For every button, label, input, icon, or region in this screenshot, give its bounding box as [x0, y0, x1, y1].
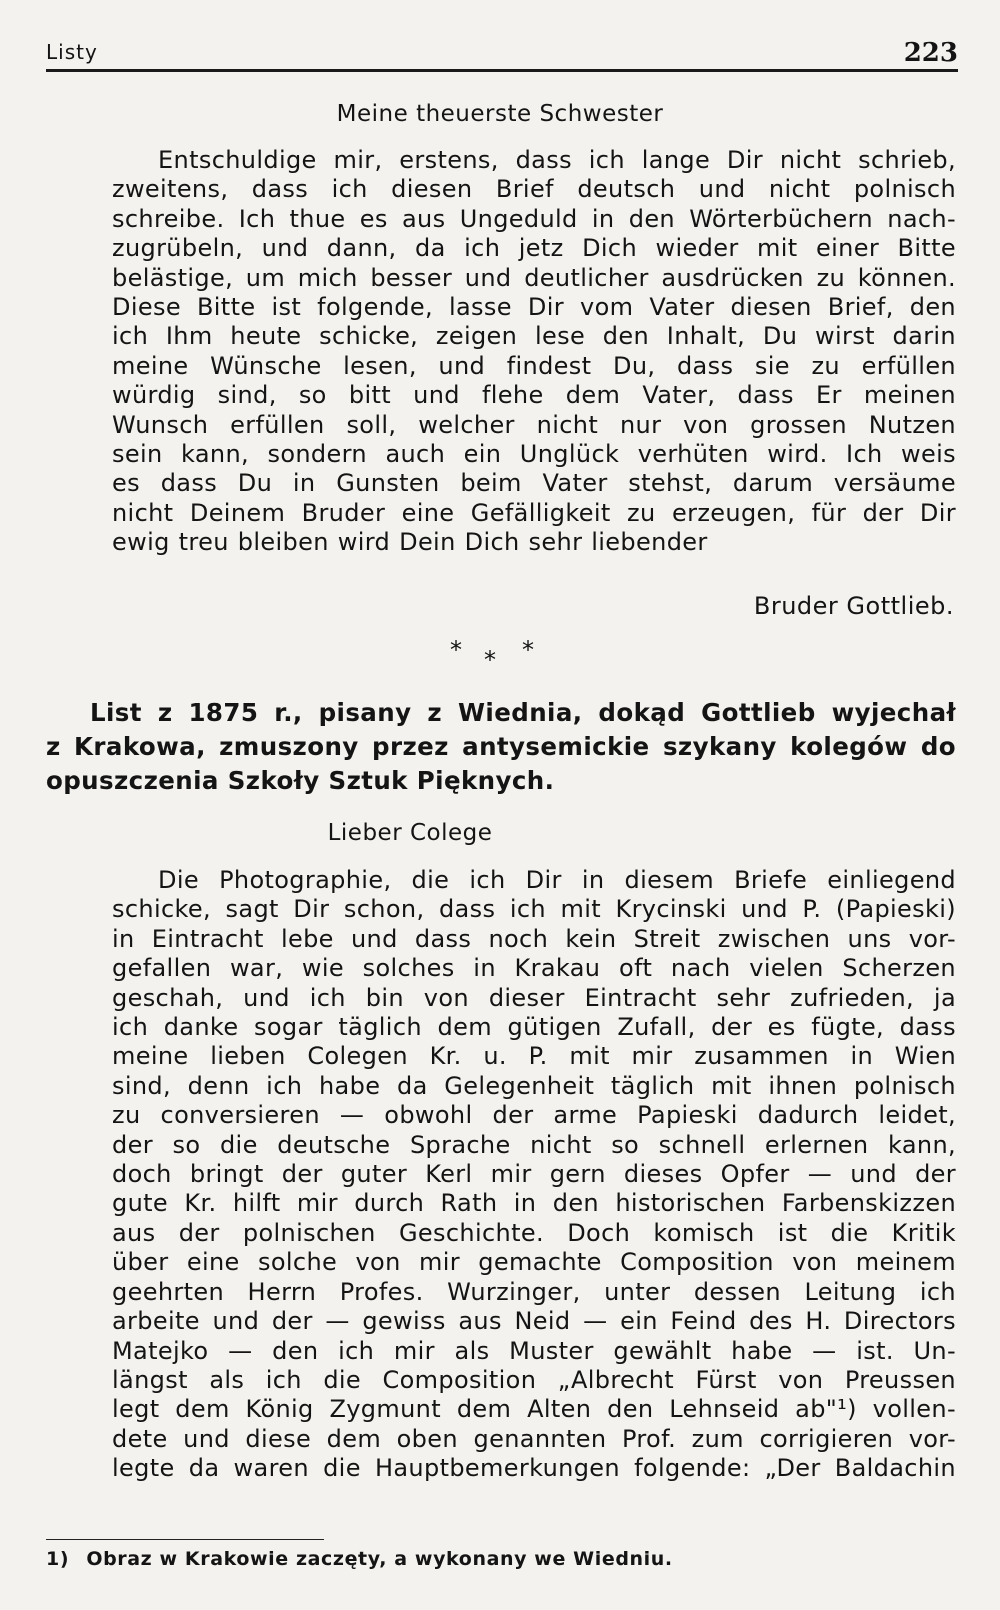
separator-star: * — [450, 636, 462, 664]
text-line: würdig sind, so bitt und flehe dem Vater, dass Er meinen — [112, 381, 956, 410]
section-title: Listy — [46, 40, 98, 64]
footnote-text: Obraz w Krakowie zaczęty, a wykonany we Wiedniu. — [86, 1548, 673, 1570]
text-line: doch bringt der guter Kerl mir gern dieses Opfer — und der — [112, 1160, 956, 1189]
footnote — [46, 1548, 673, 1570]
text-line: Die Photographie, die ich Dir in diesem Briefe einliegend — [158, 866, 956, 894]
page-number: 223 — [903, 38, 958, 68]
text-line: belästige, um mich besser und deutlicher ausdrücken zu können. — [112, 263, 956, 292]
text-line: über eine solche von mir gemachte Composition von meinem — [112, 1248, 956, 1277]
text-line: Wunsch erfüllen soll, welcher nicht nur von grossen Nutzen — [112, 410, 956, 439]
text-line: legt dem König Zygmunt dem Alten den Lehnseid ab"¹) vollen- — [112, 1395, 956, 1424]
text-line: zu conversieren — obwohl der arme Papieski dadurch leidet, — [112, 1101, 956, 1130]
text-line: Entschuldige mir, erstens, dass ich lange Dir nicht schrieb, — [158, 146, 956, 174]
letter2-body — [112, 866, 956, 1484]
separator-star: * — [522, 636, 534, 664]
letter1-signature: Bruder Gottlieb. — [753, 592, 954, 620]
footnote-rule — [46, 1539, 324, 1540]
text-line: schicke, sagt Dir schon, dass ich mit Krycinski und P. (Papieski) — [112, 895, 956, 924]
text-line: in Eintracht lebe und dass noch kein Streit zwischen uns vor- — [112, 924, 956, 953]
text-line: zweitens, dass ich diesen Brief deutsch und nicht polnisch — [112, 175, 956, 204]
text-line: gefallen war, wie solches in Krakau oft nach vielen Scherzen — [112, 954, 956, 983]
text-line: nicht Deinem Bruder eine Gefälligkeit zu erzeugen, für der Dir — [112, 498, 956, 527]
text-line: es dass Du in Gunsten beim Vater stehst, darum versäume — [112, 469, 956, 498]
editorial-intro — [46, 696, 956, 798]
text-line: ich danke sogar täglich dem gütigen Zufall, der es fügte, dass — [112, 1013, 956, 1042]
text-line: aus der polnischen Geschichte. Doch komisch ist die Kritik — [112, 1218, 956, 1247]
text-line: schreibe. Ich thue es aus Ungeduld in den Wörterbüchern nach- — [112, 204, 956, 233]
footnote-marker: 1) — [46, 1548, 70, 1570]
text-line: geschah, und ich bin von dieser Eintracht sehr zufrieden, ja — [112, 983, 956, 1012]
text-line: ewig treu bleiben wird Dein Dich sehr liebender — [112, 528, 708, 557]
text-line: ich Ihm heute schicke, zeigen lese den Inhalt, Du wirst darin — [112, 322, 956, 351]
intro-line: opuszczenia Szkoły Sztuk Pięknych. — [46, 766, 555, 795]
text-line: meine Wünsche lesen, und findest Du, dass sie zu erfüllen — [112, 351, 956, 380]
text-line: sein kann, sondern auch ein Unglück verhüten wird. Ich weis — [112, 440, 956, 469]
separator-star: * — [484, 646, 496, 674]
text-line: Diese Bitte ist folgende, lasse Dir vom Vater diesen Brief, den — [112, 293, 956, 322]
text-line: Matejko — den ich mir als Muster gewählt habe — ist. Un- — [112, 1336, 956, 1365]
running-header — [46, 38, 958, 68]
letter1-salutation: Meine theuerste Schwester — [336, 101, 664, 127]
text-line: zugrübeln, und dann, da ich jetz Dich wieder mit einer Bitte — [112, 234, 956, 263]
intro-line: z Krakowa, zmuszony przez antysemickie szykany kolegów do — [46, 732, 956, 761]
letter1-body — [112, 146, 956, 558]
text-line: sind, denn ich habe da Gelegenheit täglich mit ihnen polnisch — [112, 1071, 956, 1100]
section-separator — [0, 636, 1000, 676]
text-line: arbeite und der — gewiss aus Neid — ein Feind des H. Directors — [112, 1307, 956, 1336]
text-line: der so die deutsche Sprache nicht so schnell erlernen kann, — [112, 1130, 956, 1159]
header-rule — [46, 69, 958, 72]
text-line: geehrten Herrn Profes. Wurzinger, unter dessen Leitung ich — [112, 1277, 956, 1306]
text-line: gute Kr. hilft mir durch Rath in den historischen Farbenskizzen — [112, 1189, 956, 1218]
text-line: längst als ich die Composition „Albrecht Fürst von Preussen — [112, 1365, 956, 1394]
text-line: legte da waren die Hauptbemerkungen folgende: „Der Baldachin — [112, 1454, 956, 1483]
text-line: dete und diese dem oben genannten Prof. zum corrigieren vor- — [112, 1424, 956, 1453]
text-line: meine lieben Colegen Kr. u. P. mit mir zusammen in Wien — [112, 1042, 956, 1071]
intro-line: List z 1875 r., pisany z Wiednia, dokąd Gottlieb wyjechał — [90, 698, 956, 727]
letter2-salutation: Lieber Colege — [327, 820, 493, 846]
